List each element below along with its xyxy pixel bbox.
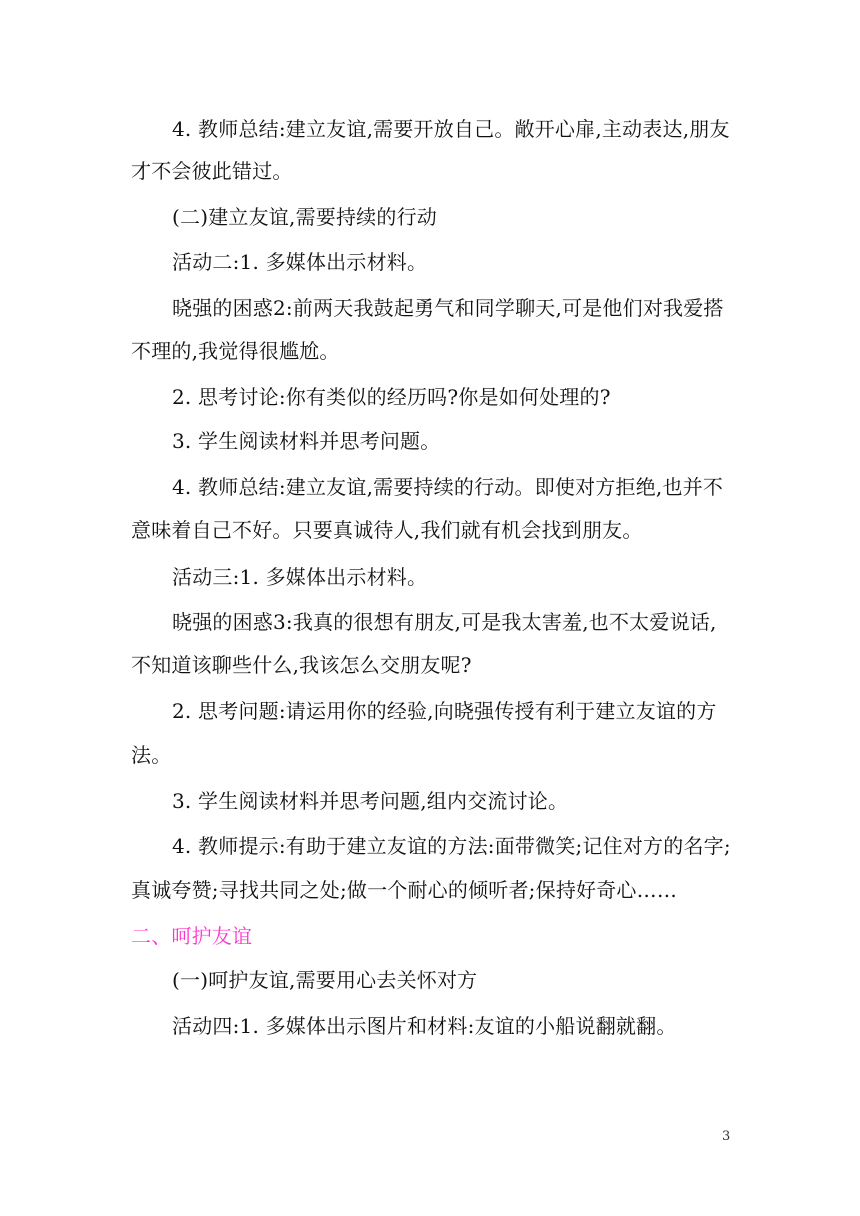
paragraph-line: 不知道该聊些什么,我该怎么交朋友呢?	[131, 653, 472, 677]
paragraph-line: 真诚夸赞;寻找共同之处;做一个耐心的倾听者;保持好奇心……	[131, 878, 678, 902]
paragraph-line: 3. 学生阅读材料并思考问题。	[172, 429, 441, 453]
paragraph-line: 4. 教师提示:有助于建立友谊的方法:面带微笑;记住对方的名字;	[172, 834, 731, 858]
subsection-heading: (一)呵护友谊,需要用心去关怀对方	[172, 968, 478, 992]
paragraph-line: 2. 思考讨论:你有类似的经历吗?你是如何处理的?	[172, 385, 611, 409]
paragraph-line: 4. 教师总结:建立友谊,需要开放自己。敞开心扉,主动表达,朋友	[172, 117, 730, 141]
section-heading: 二、呵护友谊	[131, 924, 253, 948]
paragraph-line: 意味着自己不好。只要真诚待人,我们就有机会找到朋友。	[131, 518, 643, 542]
page-number: 3	[722, 1129, 731, 1144]
paragraph-line: 法。	[131, 743, 172, 767]
paragraph-line: 活动二:1. 多媒体出示材料。	[172, 250, 428, 274]
paragraph-line: 活动三:1. 多媒体出示材料。	[172, 565, 428, 589]
paragraph-line: 4. 教师总结:建立友谊,需要持续的行动。即使对方拒绝,也并不	[172, 475, 724, 499]
paragraph-line: 活动四:1. 多媒体出示图片和材料:友谊的小船说翻就翻。	[172, 1014, 677, 1038]
paragraph-line: 晓强的困惑2:前两天我鼓起勇气和同学聊天,可是他们对我爱搭	[172, 296, 724, 320]
paragraph-line: 2. 思考问题:请运用你的经验,向晓强传授有利于建立友谊的方	[172, 699, 717, 723]
subsection-heading: (二)建立友谊,需要持续的行动	[172, 205, 437, 229]
paragraph-line: 晓强的困惑3:我真的很想有朋友,可是我太害羞,也不太爱说话,	[172, 610, 717, 634]
paragraph-line: 才不会彼此错过。	[131, 159, 293, 183]
paragraph-line: 不理的,我觉得很尴尬。	[131, 339, 340, 363]
paragraph-line: 3. 学生阅读材料并思考问题,组内交流讨论。	[172, 789, 569, 813]
